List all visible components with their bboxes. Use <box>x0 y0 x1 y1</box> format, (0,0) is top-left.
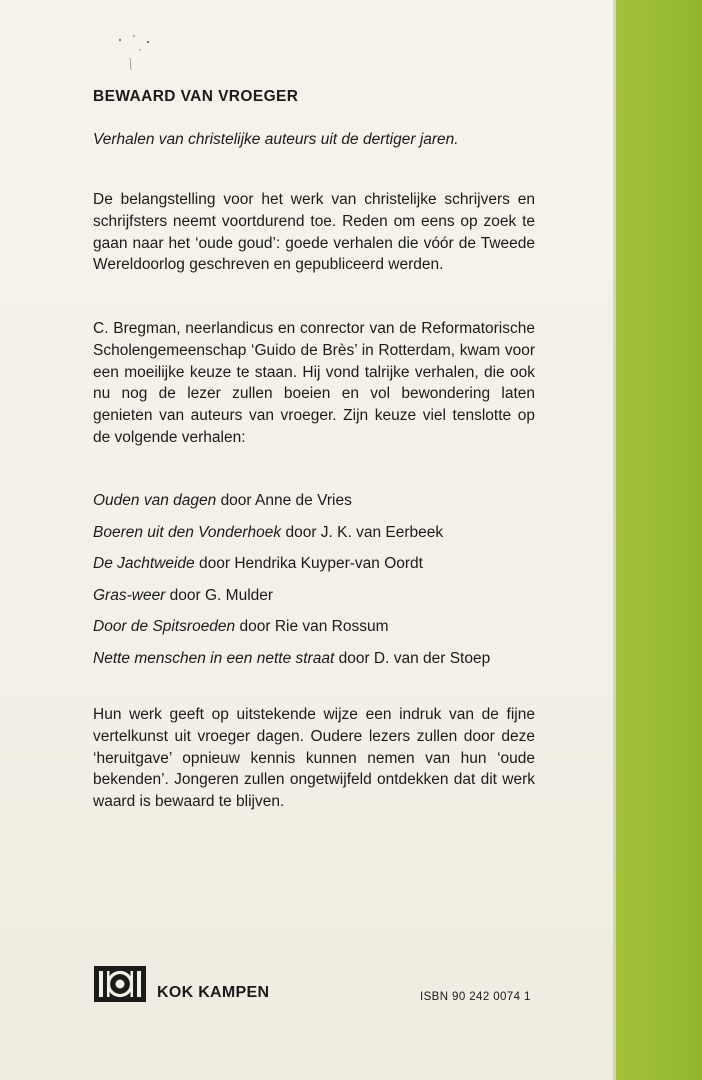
story-item <box>93 490 543 512</box>
story-title: De Jachtweide <box>93 555 195 573</box>
paper-specks-decoration <box>110 28 170 78</box>
story-title: Boeren uit den Vonderhoek <box>93 523 282 541</box>
book-subtitle: Verhalen van christelijke auteurs uit de dertiger jaren. <box>93 131 459 148</box>
editor-paragraph: C. Bregman, neerlandicus en conrector van de Reformatorische Scholengemeenschap ‘Guido de Brès’ in Rotterdam, kwam voor een moeilijke keuze te staan. Hij vond talrijke verhalen, die ook nu nog de lezer zullen boeien en vol bewondering laten genieten van auteurs van vroeger. Zijn keuze viel tenslotte op de volgende verhalen: <box>93 320 535 446</box>
green-spine-stripe <box>616 0 702 1080</box>
story-author: door Rie van Rossum <box>239 618 389 636</box>
story-item <box>93 522 543 544</box>
book-title: BEWAARD VAN VROEGER <box>93 88 299 105</box>
story-item <box>93 585 543 607</box>
story-item <box>93 616 543 638</box>
story-list <box>93 490 543 680</box>
isbn-number: ISBN 90 242 0074 1 <box>420 991 531 1003</box>
story-author: door J. K. van Eerbeek <box>285 523 444 541</box>
publisher-name: KOK KAMPEN <box>157 984 270 1001</box>
story-title: Door de Spitsroeden <box>93 618 236 636</box>
stripe-edge-shadow <box>613 0 616 1080</box>
story-author: door Anne de Vries <box>220 492 352 509</box>
story-author: door D. van der Stoep <box>338 649 491 667</box>
kok-kampen-logo-icon <box>94 966 146 1002</box>
story-title: Ouden van dagen <box>93 492 217 509</box>
closing-paragraph: Hun werk geeft op uitstekende wijze een indruk van de fijne vertelkunst uit vroeger dagen. Oudere lezers zullen door deze ‘heruitgave’ opnieuw kennis kunnen nemen van hun ‘oude bekenden’. Jongeren zullen ongetwijfeld ontdekken dat dit werk waard is bewaard te blijven. <box>93 706 535 811</box>
story-author: door Hendrika Kuyper-van Oordt <box>198 555 423 573</box>
intro-paragraph: De belangstelling voor het werk van christelijke schrijvers en schrijfsters neemt voortdurend toe. Reden om eens op zoek te gaan naar het ‘oude goud’: goede verhalen die vóór de Tweede Wereldoorlog geschreven en gepubliceerd werden. <box>93 191 535 274</box>
story-item <box>93 648 543 670</box>
story-title: Gras-weer <box>93 586 166 604</box>
story-item <box>93 553 543 575</box>
story-author: door G. Mulder <box>169 586 274 604</box>
story-title: Nette menschen in een nette straat <box>93 649 335 667</box>
